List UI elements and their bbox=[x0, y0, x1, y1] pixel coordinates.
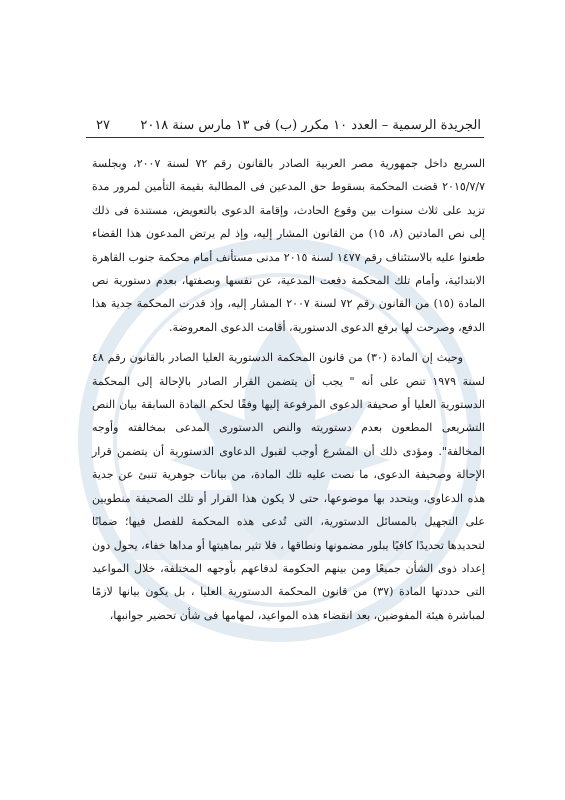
page-number: ٢٧ bbox=[96, 118, 110, 133]
header-divider bbox=[86, 137, 484, 138]
paragraph-1: السريع داخل جمهورية مصر العربية الصادر بالقانون رقم ٧٢ لسنة ٢٠٠٧، وبجلسة ٢٠١٥/٧/٧ قضت المحكمة بسقوط حق المدعين فى المطالبة بقيمة التأمين لمرور مدة تزيد على ثلاث سنوات بين وقوع الحادث، وإقامة الدعوى بالتعويض، مستندة فى ذلك إلى نص المادتين (٨، ١٥) من القانون المشار إليه، وإذ لم يرتض المدعون هذا القضاء طعنوا عليه بالاستئناف رقم ١٤٧٧ لسنة ٢٠١٥ مدنى مستأنف أمام محكمة جنوب القاهرة الابتدائية، وأمام تلك المحكمة دفعت المدعية، عن نفسها وبصفتها، بعدم دستورية نص المادة (١٥) من القانون رقم ٧٢ لسنة ٢٠٠٧ المشار إليه، وإذ قدرت المحكمة جدية هذا الدفع، وصرحت لها برفع الدعوى الدستورية، أقامت الدعوى المعروضة. bbox=[92, 157, 486, 334]
paragraph-2: وحيث إن المادة (٣٠) من قانون المحكمة الدستورية العليا الصادر بالقانون رقم ٤٨ لسنة ١٩٧٩ تنص على أنه " يجب أن يتضمن القرار الصادر بالإحالة إلى المحكمة الدستورية العليا أو صحيفة الدعوى المرفوعة إليها وفقًا لحكم المادة السابقة بيان النص التشريعى المطعون بعدم دستوريته والنص الدستورى المدعى بمخالفته وأوجه المخالفة". ومؤدى ذلك أن المشرع أوجب لقبول الدعاوى الدستورية أن يتضمن قرار الإحالة وصحيفة الدعوى، ما نصت عليه تلك المادة، من بيانات جوهرية تنبئ عن جدية هذه الدعاوى، ويتحدد بها موضوعها، حتى لا يكون هذا القرار أو تلك الصحيفة منطويين على التجهيل بالمسائل الدستورية، التى تُدعى هذه المحكمة للفصل فيها؛ ضمانًا لتحديدها تحديدًا كافيًا يبلور مضمونها ونطاقها ، فلا تثير بماهيتها أو مداها خفاء، يحول دون إعداد ذوى الشأن جميعًا ومن بينهم الحكومة لدفاعهم بأوجهه المختلفة، خلال المواعيد التى حددتها المادة (٣٧) من قانون المحكمة الدستورية العليا ، بل يكون بيانها لازمًا لمباشرة هيئة المفوضين، بعد انقضاء هذه المواعيد، لمهامها فى شأن تحضير جوانبها، bbox=[92, 351, 485, 622]
page-header bbox=[96, 118, 481, 134]
document-body bbox=[92, 152, 485, 627]
gazette-issue-title: الجريدة الرسمية – العدد ١٠ مكرر (ب) فى ١٣ مارس سنة ٢٠١٨ bbox=[140, 118, 481, 133]
